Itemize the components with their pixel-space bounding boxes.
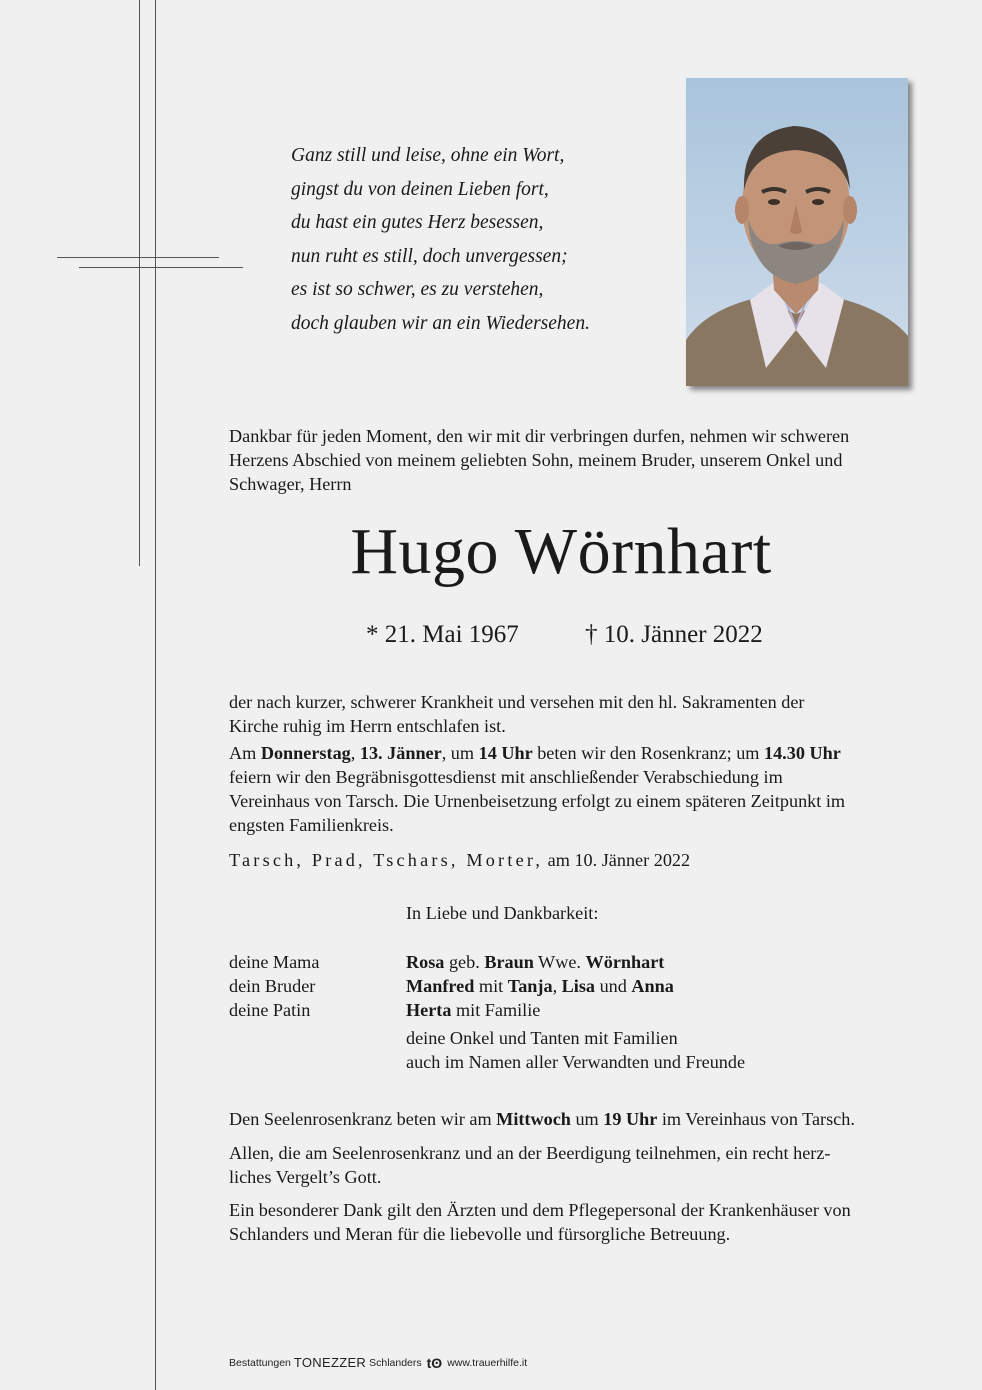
poem-line: es ist so schwer, es zu verstehen, bbox=[291, 279, 544, 300]
service-paragraph bbox=[229, 741, 910, 837]
illness-line: der nach kurzer, schwerer Krankheit und versehen mit den hl. Sakramenten der bbox=[229, 692, 805, 712]
birth-date: * 21. Mai 1967 bbox=[366, 621, 519, 648]
poem-line: du hast ein gutes Herz besessen, bbox=[291, 212, 544, 233]
relative-mama bbox=[406, 950, 664, 974]
deceased-name: Hugo Wörnhart bbox=[350, 515, 772, 588]
text: , bbox=[350, 743, 360, 763]
seelen-line bbox=[229, 1107, 910, 1131]
seelen-time: 19 Uhr bbox=[603, 1109, 658, 1129]
name: Herta bbox=[406, 1000, 452, 1020]
special-thanks-paragraph bbox=[229, 1198, 910, 1246]
footer-url: www.trauerhilfe.it bbox=[447, 1357, 528, 1369]
poem-line: Ganz still und leise, ohne ein Wort, bbox=[291, 145, 565, 166]
mass-time: 14.30 Uhr bbox=[763, 743, 841, 763]
name: Lisa bbox=[561, 976, 596, 996]
portrait-illustration bbox=[686, 78, 908, 386]
text: um bbox=[570, 1109, 604, 1129]
thanks-line: Ein besonderer Dank gilt den Ärzten und dem Pflegepersonal der Krankenhäuser von bbox=[229, 1200, 851, 1220]
name: Tanja bbox=[507, 976, 553, 996]
cross-vertical-line-right bbox=[155, 0, 156, 1390]
relative-label-patin: deine Patin bbox=[229, 1000, 311, 1020]
relative-label-mama: deine Mama bbox=[229, 952, 320, 972]
relative-label-bruder: dein Bruder bbox=[229, 976, 316, 996]
seelenrosenkranz-paragraph bbox=[229, 1107, 910, 1131]
intro-paragraph bbox=[229, 424, 910, 496]
text: , um bbox=[441, 743, 479, 763]
cross-horizontal-line-top bbox=[57, 257, 219, 258]
intro-line: Herzens Abschied von meinem geliebten Sohn, meinem Bruder, unserem Onkel und bbox=[229, 450, 843, 470]
intro-line: Schwager, Herrn bbox=[229, 474, 352, 494]
illness-paragraph bbox=[229, 690, 910, 738]
name: Manfred bbox=[406, 976, 475, 996]
footer-town: Schlanders bbox=[369, 1357, 422, 1369]
text: beten wir den Rosenkranz; um bbox=[532, 743, 764, 763]
text: mit bbox=[474, 976, 508, 996]
footer-prefix: Bestattungen bbox=[229, 1357, 291, 1369]
death-date: † 10. Jänner 2022 bbox=[585, 621, 763, 648]
seelen-day: Mittwoch bbox=[496, 1109, 571, 1129]
dedication: In Liebe und Dankbarkeit: bbox=[406, 903, 599, 923]
text: mit Familie bbox=[451, 1000, 541, 1020]
service-date: 13. Jänner bbox=[359, 743, 442, 763]
poem-line: gingst du von deinen Lieben fort, bbox=[291, 178, 549, 200]
text: im Vereinhaus von Tarsch. bbox=[657, 1109, 855, 1129]
relative-bruder bbox=[406, 974, 674, 998]
service-line: feiern wir den Begräbnisgottesdienst mit anschließender Verabschiedung im bbox=[229, 767, 783, 787]
place-date bbox=[229, 848, 690, 872]
thanks-line: Allen, die am Seelenrosenkranz und an der Beerdigung teilnehmen, ein recht herz- bbox=[229, 1143, 831, 1163]
rosary-time: 14 Uhr bbox=[478, 743, 533, 763]
notice-date: am 10. Jänner 2022 bbox=[543, 850, 691, 870]
thanks-paragraph bbox=[229, 1141, 910, 1189]
text: Den Seelenrosenkranz beten wir am bbox=[229, 1109, 497, 1129]
poem-line: doch glauben wir an ein Wiedersehen. bbox=[291, 312, 590, 334]
thanks-line: liches Vergelt’s Gott. bbox=[229, 1167, 382, 1187]
name: Anna bbox=[631, 976, 674, 996]
name: Rosa bbox=[406, 952, 445, 972]
cross-horizontal-line-bottom bbox=[79, 267, 243, 268]
poem-line: nun ruht es still, doch unvergessen; bbox=[291, 245, 568, 267]
service-day: Donnerstag bbox=[260, 743, 351, 763]
name: Braun bbox=[484, 952, 534, 972]
relative-onkel: deine Onkel und Tanten mit Familien bbox=[406, 1028, 678, 1048]
cross-vertical-line-left bbox=[139, 0, 140, 566]
text: und bbox=[595, 976, 632, 996]
poem bbox=[291, 139, 590, 340]
text: geb. bbox=[444, 952, 485, 972]
footer-brand: TONEZZER bbox=[293, 1355, 367, 1370]
service-line: Vereinhaus von Tarsch. Die Urnenbeisetzung erfolgt zu einem späteren Zeitpunkt im bbox=[229, 791, 846, 811]
intro-line: Dankbar für jeden Moment, den wir mit dir verbringen durfen, nehmen wir schweren bbox=[229, 426, 850, 446]
trauerhilfe-logo-icon: tʘ bbox=[426, 1355, 443, 1371]
thanks-line: Schlanders und Meran für die liebevolle und fürsorgliche Betreuung. bbox=[229, 1224, 731, 1244]
portrait-photo bbox=[686, 78, 908, 386]
relative-verwandte: auch im Namen aller Verwandten und Freunde bbox=[406, 1052, 746, 1072]
illness-line: Kirche ruhig im Herrn entschlafen ist. bbox=[229, 716, 506, 736]
footer bbox=[229, 1356, 527, 1370]
name: Wörnhart bbox=[585, 952, 665, 972]
places: Tarsch, Prad, Tschars, Morter, bbox=[229, 850, 544, 870]
relative-patin bbox=[406, 998, 540, 1022]
text: Wwe. bbox=[533, 952, 586, 972]
service-line: engsten Familienkreis. bbox=[229, 815, 394, 835]
text: , bbox=[552, 976, 562, 996]
service-line bbox=[229, 741, 910, 765]
text: Am bbox=[229, 743, 261, 763]
